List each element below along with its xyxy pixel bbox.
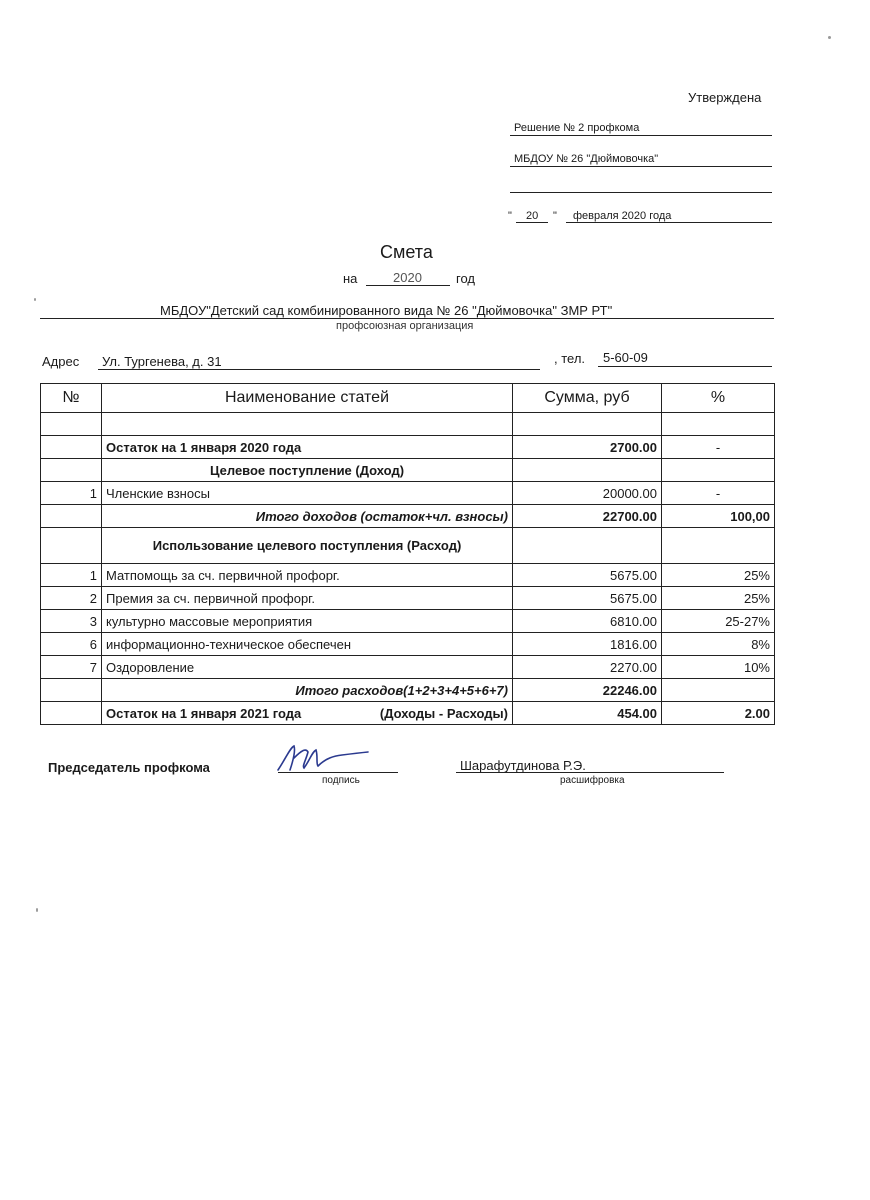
table-row [41, 587, 775, 610]
income-heading: Целевое поступление (Доход) [102, 459, 513, 482]
approval-date-day-line [516, 222, 548, 223]
dues-name: Членские взносы [102, 482, 513, 505]
opening-sum: 2700.00 [513, 436, 662, 459]
expense-total-pct [662, 679, 775, 702]
year-line [366, 285, 450, 286]
signature-caption: подпись [322, 775, 360, 786]
address-label: Адрес [42, 354, 80, 369]
table-row-opening [41, 436, 775, 459]
approval-line-1 [510, 135, 772, 136]
signature-line [278, 772, 398, 773]
table-row [41, 656, 775, 679]
phone-value: 5-60-09 [603, 350, 648, 365]
header-sum: Сумма, руб [513, 384, 662, 413]
table-row-income-total [41, 505, 775, 528]
header-num: № [41, 384, 102, 413]
table-row [41, 482, 775, 505]
e7-name: Оздоровление [102, 656, 513, 679]
estimate-table [40, 383, 775, 725]
approval-date-rest: февраля 2020 года [573, 210, 672, 222]
e3-num: 3 [41, 610, 102, 633]
header-name: Наименование статей [102, 384, 513, 413]
phone-label: , тел. [554, 351, 586, 366]
closing-name: Остаток на 1 января 2021 года [106, 705, 302, 721]
e2-sum: 5675.00 [513, 587, 662, 610]
table-row-income-heading [41, 459, 775, 482]
e3-name: культурно массовые мероприятия [102, 610, 513, 633]
closing-note: (Доходы - Расходы) [379, 705, 508, 721]
e2-num: 2 [41, 587, 102, 610]
e7-num: 7 [41, 656, 102, 679]
table-row-expense-heading [41, 528, 775, 564]
e1-pct: 25% [662, 564, 775, 587]
address-value: Ул. Тургенева, д. 31 [102, 354, 222, 369]
e1-num: 1 [41, 564, 102, 587]
table-header-row [41, 384, 775, 413]
dues-pct: - [662, 482, 775, 505]
e6-name: информационно-техническое обеспечен [102, 633, 513, 656]
signature-role: Председатель профкома [48, 760, 210, 775]
approval-line-3 [510, 192, 772, 193]
organization-caption: профсоюзная организация [336, 320, 474, 332]
expense-total-sum: 22246.00 [513, 679, 662, 702]
e6-num: 6 [41, 633, 102, 656]
year-suffix: год [456, 271, 475, 286]
e2-pct: 25% [662, 587, 775, 610]
approval-date-day: 20 [526, 210, 539, 222]
closing-cell [102, 702, 513, 725]
table-row [41, 633, 775, 656]
dues-num: 1 [41, 482, 102, 505]
income-total-sum: 22700.00 [513, 505, 662, 528]
e1-sum: 5675.00 [513, 564, 662, 587]
name-caption: расшифровка [560, 775, 625, 786]
approval-line-2 [510, 166, 772, 167]
header-pct: % [662, 384, 775, 413]
approval-decision: Решение № 2 профкома [514, 122, 640, 134]
closing-sum: 454.00 [513, 702, 662, 725]
e1-name: Матпомощь за сч. первичной профорг. [102, 564, 513, 587]
approval-date-line [566, 222, 772, 223]
e7-pct: 10% [662, 656, 775, 679]
e6-sum: 1816.00 [513, 633, 662, 656]
organization-line [40, 318, 774, 319]
table-row-expense-total [41, 679, 775, 702]
approval-org: МБДОУ № 26 "Дюймовочка" [514, 153, 659, 165]
e6-pct: 8% [662, 633, 775, 656]
organization-name: МБДОУ"Детский сад комбинированного вида № 26 "Дюймовочка" ЗМР РТ" [160, 303, 613, 318]
dues-sum: 20000.00 [513, 482, 662, 505]
phone-line [598, 366, 772, 367]
e3-pct: 25-27% [662, 610, 775, 633]
page-title: Смета [380, 242, 433, 262]
e2-name: Премия за сч. первичной профорг. [102, 587, 513, 610]
table-row [41, 610, 775, 633]
year-value: 2020 [393, 270, 422, 285]
chairman-name: Шарафутдинова Р.Э. [460, 758, 586, 773]
table-row-closing [41, 702, 775, 725]
scan-speck [36, 908, 38, 912]
table-spacer-row [41, 413, 775, 436]
opening-pct: - [662, 436, 775, 459]
name-line [456, 772, 724, 773]
approval-date-quote-open: " [508, 210, 512, 222]
table-row [41, 564, 775, 587]
expense-total-name: Итого расходов(1+2+3+4+5+6+7) [102, 679, 513, 702]
year-prefix: на [343, 271, 358, 286]
approval-title: Утверждена [688, 90, 762, 105]
scan-speck [828, 36, 831, 39]
e7-sum: 2270.00 [513, 656, 662, 679]
approval-date-quote-close: " [553, 210, 557, 222]
income-total-pct: 100,00 [662, 505, 775, 528]
opening-name: Остаток на 1 января 2020 года [102, 436, 513, 459]
e3-sum: 6810.00 [513, 610, 662, 633]
address-line [98, 369, 540, 370]
scan-speck [34, 298, 36, 301]
closing-pct: 2.00 [662, 702, 775, 725]
expense-heading: Использование целевого поступления (Расход) [102, 528, 513, 564]
income-total-name: Итого доходов (остаток+чл. взносы) [102, 505, 513, 528]
